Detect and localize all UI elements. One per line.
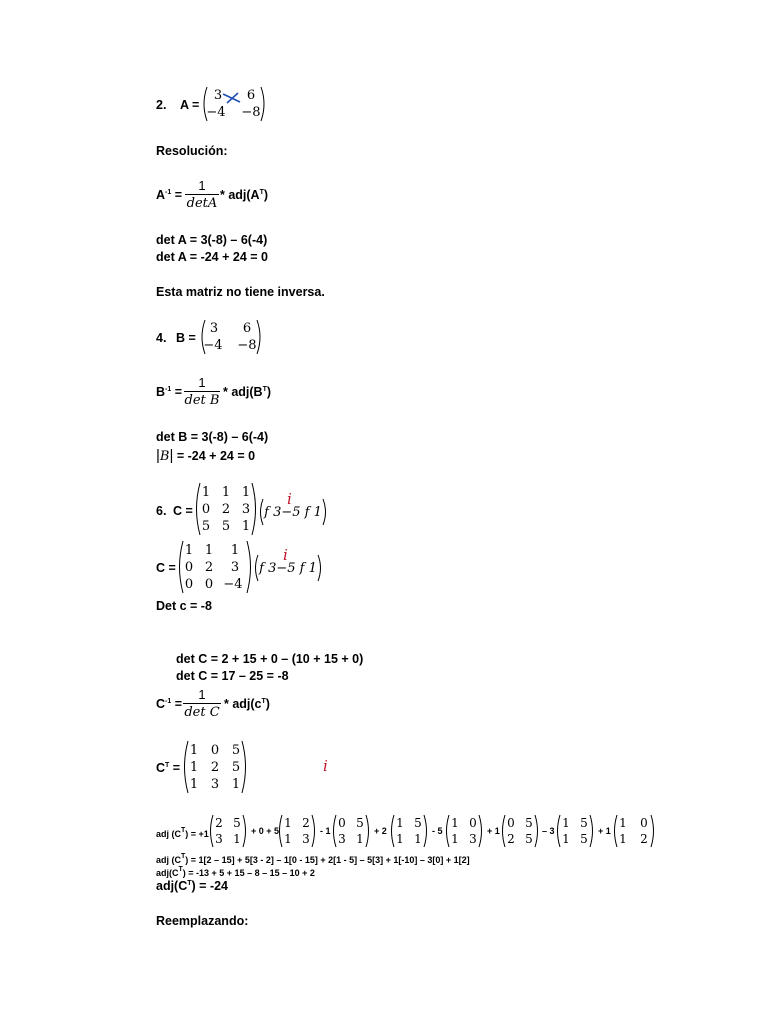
c-transpose-cell: 1 [189, 760, 199, 775]
adj-c-transpose: * $adj(c^T)$ [224, 697, 270, 711]
det-a-line-1: det A = 3(-8) – 6(-4) [156, 233, 268, 247]
adj-b-transpose: * $adj(B^T)$ [223, 385, 272, 399]
matrix-c-cell: 1 [241, 485, 251, 500]
expansion-sign: - 5 [432, 826, 443, 836]
matrix-c-reduced-cell: 0 [184, 577, 194, 592]
no-inverse-conclusion: Esta matriz no tiene inversa. [156, 285, 325, 299]
matrix-c-cell: 1 [201, 485, 211, 500]
minor-matrix: 1 5 1 1 [389, 814, 429, 848]
adj-expansion-line-1: adj $(C^T) = 1[2 - 15] + 5[3 - 2] - 1[0 - 15] + 2[1 - 5] - 5[3] + 1[-10] - 3[0] + 1[2]$ [156, 853, 470, 865]
matrix-c-cell: 1 [241, 519, 251, 534]
matrix-c-reduced-cell: −4 [223, 577, 243, 592]
minor-matrix: 1 5 1 5 [555, 814, 595, 848]
c-transpose-cell: 1 [231, 777, 241, 792]
matrix-c-reduced-label: C = [156, 561, 176, 575]
problem-6-number: 6. [156, 504, 167, 518]
minor-matrix: 0 5 3 1 [331, 814, 371, 848]
adj-result: $adj(C^T) = -24$ [156, 879, 229, 893]
row-operation-2: f 3−5 f 1 [253, 554, 323, 582]
matrix-c-cell: 1 [221, 485, 231, 500]
matrix-c-reduced [176, 540, 254, 594]
det-c-line-2: det C = 17 – 25 = -8 [176, 669, 289, 683]
det-b-line-1: det B = 3(-8) – 6(-4) [156, 430, 269, 444]
matrix-c-cell: 5 [221, 519, 231, 534]
c-transpose-cell: 1 [189, 777, 199, 792]
det-c-line-1: det C = 2 + 15 + 0 – (10 + 15 + 0) [176, 652, 364, 666]
resolucion-heading: Resolución: [156, 144, 228, 158]
minor-matrix: 2 5 3 1 [208, 814, 248, 848]
problem-2-number: 2. [156, 98, 167, 112]
matrix-c-reduced-cell: 0 [204, 577, 214, 592]
adj-expansion-line-2: $adj(C^T) = -13 + 5 + 15 - 8 - 15 - 10 + 2$ [156, 866, 315, 878]
matrix-c-reduced-cell: 3 [230, 560, 240, 575]
matrix-c-reduced-cell: 1 [184, 543, 194, 558]
expansion-sign: – 3 [542, 826, 555, 836]
matrix-c-reduced-cell: 1 [230, 543, 240, 558]
c-transpose-cell: 1 [189, 743, 199, 758]
matrix-b-cell: 6 [242, 321, 252, 336]
reemplazando-heading: Reemplazando: [156, 914, 249, 928]
c-transpose-cell: 2 [210, 760, 220, 775]
matrix-c-cell: 5 [201, 519, 211, 534]
c-transpose-cell: 0 [210, 743, 220, 758]
minor-matrix: 1 2 1 3 [277, 814, 317, 848]
expansion-sign: + 0 + 5 [251, 826, 280, 836]
b-inverse-fraction: 1 det B [184, 375, 220, 408]
expansion-sign: + 1 [487, 826, 500, 836]
matrix-c-reduced-cell: 1 [204, 543, 214, 558]
matrix-a-cell: 6 [246, 88, 256, 103]
matrix-b-cell: −4 [203, 338, 223, 353]
matrix-c-cell: 0 [201, 502, 211, 517]
c-transpose-cell: 5 [231, 743, 241, 758]
red-handwritten-mark: i [283, 546, 288, 564]
det-c-summary: Det c = -8 [156, 599, 212, 613]
c-transpose-cell: 5 [231, 760, 241, 775]
expansion-sign: + 2 [374, 826, 387, 836]
matrix-c-cell: 2 [221, 502, 231, 517]
red-handwritten-mark: i [287, 490, 292, 508]
b-inverse-label: $B^{-1}$ = [156, 385, 183, 399]
matrix-b-cell: −8 [237, 338, 257, 353]
c-inverse-label: $C^{-1}$ = [156, 697, 183, 711]
c-inverse-fraction: 1 det C [184, 687, 220, 720]
row-operation-1: f 3−5 f 1 [258, 498, 328, 526]
c-transpose-label: $C^T$ = [156, 761, 181, 775]
c-transpose-cell: 3 [210, 777, 220, 792]
matrix-a-cell: −8 [241, 105, 261, 120]
matrix-c-reduced-cell: 0 [184, 560, 194, 575]
expansion-sign: + 1 [598, 826, 611, 836]
minor-matrix: 1 0 1 2 [612, 814, 656, 848]
matrix-c [193, 482, 259, 536]
matrix-c-label: C = [173, 504, 193, 518]
minor-matrix: 1 0 1 3 [444, 814, 484, 848]
problem-4-number: 4. [156, 331, 167, 345]
matrix-a-label: A = [180, 98, 200, 112]
matrix-a [200, 86, 268, 122]
minor-matrix: 0 5 2 5 [500, 814, 540, 848]
matrix-b-label: B = [176, 331, 196, 345]
matrix-b [198, 319, 264, 355]
blue-cross-mark [200, 86, 268, 122]
a-inverse-fraction: 1 detA [186, 178, 218, 211]
matrix-a-cell: −4 [206, 105, 226, 120]
matrix-c-cell: 3 [241, 502, 251, 517]
c-transpose-matrix [181, 740, 249, 794]
red-handwritten-mark: i [323, 757, 328, 775]
det-b-line-2: |B| = -24 + 24 = 0 [156, 447, 256, 464]
a-inverse-label: $A^{-1}$ = [156, 188, 183, 202]
adj-expansion-label: adj $(C^T) = +1$ [156, 827, 209, 839]
matrix-c-reduced-cell: 2 [204, 560, 214, 575]
matrix-b-cell: 3 [209, 321, 219, 336]
adj-a-transpose: * $adj(A^T)$ [220, 188, 269, 202]
matrix-a-cell: 3 [213, 88, 223, 103]
det-a-line-2: det A = -24 + 24 = 0 [156, 250, 268, 264]
expansion-sign: - 1 [320, 826, 331, 836]
